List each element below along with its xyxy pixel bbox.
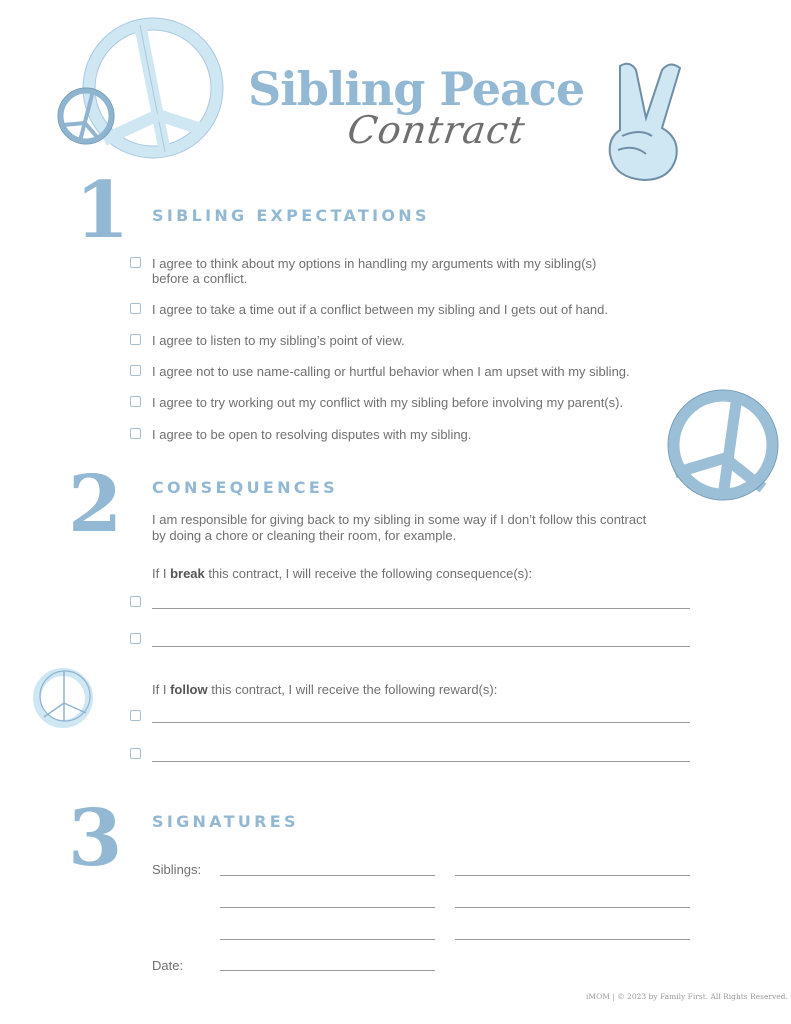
follow-statement (152, 682, 497, 698)
checkbox[interactable] (130, 334, 141, 345)
signature-line[interactable] (220, 875, 435, 876)
section-number: 1 (75, 165, 130, 256)
consequence-checkbox[interactable] (130, 633, 141, 644)
consequence-line-1[interactable] (152, 608, 690, 609)
reward-checkbox[interactable] (130, 710, 141, 721)
signature-line[interactable] (220, 907, 435, 908)
expectation-item: I agree to be open to resolving disputes with my sibling. (152, 427, 472, 442)
text: If I (152, 682, 171, 697)
checkbox[interactable] (130, 428, 141, 439)
section-number: 2 (68, 459, 123, 550)
expectation-item: I agree to try working out my conflict with my sibling before involving my parent(s). (152, 395, 624, 410)
checkbox[interactable] (130, 303, 141, 314)
consequence-checkbox[interactable] (130, 596, 141, 607)
peace-hand-icon (600, 58, 692, 186)
section-heading: SIGNATURES (152, 812, 299, 831)
signature-line[interactable] (455, 939, 690, 940)
signature-line[interactable] (220, 939, 435, 940)
checkbox[interactable] (130, 365, 141, 376)
date-line[interactable] (220, 970, 435, 971)
expectation-item: I agree to take a time out if a conflict between my sibling and I gets out of hand. (152, 302, 608, 317)
checkbox[interactable] (130, 396, 141, 407)
text: this contract, I will receive the following reward(s): (207, 682, 498, 697)
item-line: I agree to think about my options in handling my arguments with my sibling(s) (152, 256, 597, 271)
expectation-item (152, 256, 596, 286)
section-heading: CONSEQUENCES (152, 478, 338, 497)
signature-line[interactable] (455, 875, 690, 876)
section-heading: SIBLING EXPECTATIONS (152, 206, 430, 225)
intro-line: by doing a chore or cleaning their room, for example. (152, 528, 457, 543)
consequence-line-2[interactable] (152, 646, 690, 647)
date-label: Date: (152, 958, 184, 973)
checkbox[interactable] (130, 257, 141, 268)
item-line: before a conflict. (152, 271, 248, 286)
text: this contract, I will receive the following consequence(s): (204, 566, 533, 581)
reward-checkbox[interactable] (130, 748, 141, 759)
emphasis: break (170, 566, 205, 581)
reward-line-2[interactable] (152, 761, 690, 762)
siblings-label: Siblings: (152, 862, 202, 877)
left-peace-sign-icon (30, 665, 96, 729)
expectation-item: I agree to listen to my sibling’s point of view. (152, 333, 405, 348)
text: If I (152, 566, 171, 581)
right-peace-sign-icon (665, 388, 785, 503)
signature-line[interactable] (455, 907, 690, 908)
page-title: Sibling Peace (248, 62, 585, 116)
break-statement (152, 566, 532, 582)
consequences-intro (152, 512, 646, 544)
section-number: 3 (68, 793, 123, 884)
reward-line-1[interactable] (152, 722, 690, 723)
intro-line: I am responsible for giving back to my sibling in some way if I don’t follow this contract (152, 512, 647, 527)
copyright-footer: iMOM | © 2023 by Family First. All Rights Reserved. (586, 992, 788, 1001)
small-peace-sign-icon (55, 85, 117, 147)
expectation-item: I agree not to use name-calling or hurtful behavior when I am upset with my sibling. (152, 364, 630, 379)
emphasis: follow (170, 682, 208, 697)
page-subtitle: Contract (344, 108, 529, 152)
